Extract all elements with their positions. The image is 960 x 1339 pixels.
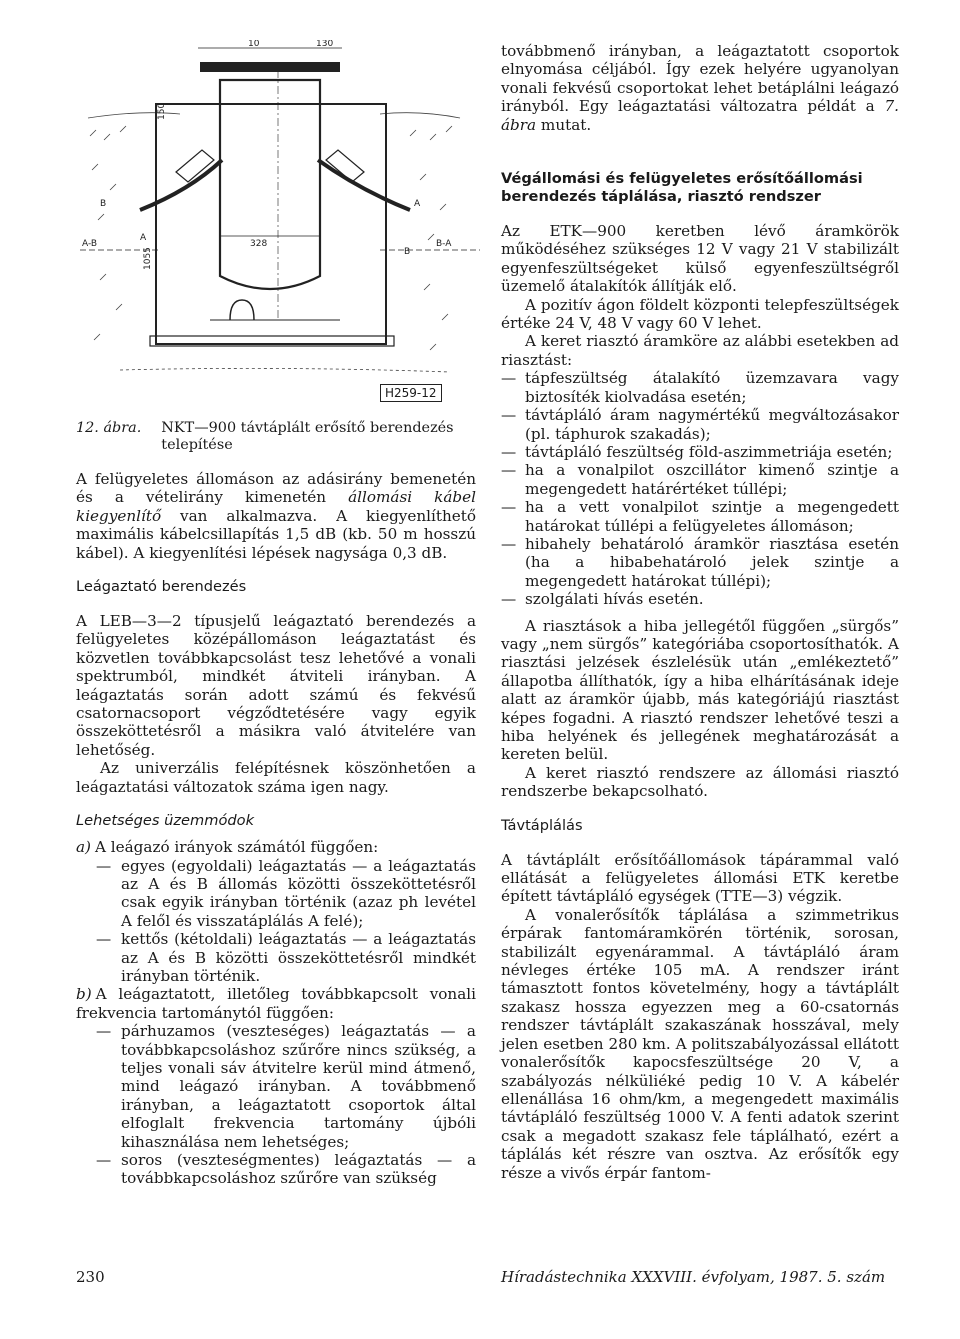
list-item: — távtápláló áram nagymértékű megváltozásakor (pl. táphurok szakadás); [501,406,899,443]
list-item: — tápfeszültség átalakító üzemzavara vagy biztosíték kiolvadása esetén; [501,369,899,406]
figure-label-section-ab: A-B [82,239,98,249]
figure-label-b2: B [404,247,411,257]
figure-caption-text: NKT—900 távtáplált erősítő berendezés telepítése [161,420,454,453]
list-item: — soros (veszteségmentes) leágaztatás — a továbbkapcsoláshoz szűrőre van szükség [76,1151,476,1188]
journal-footer: Híradástechnika XXXVIII. évfolyam, 1987. 5. szám [501,1268,886,1286]
paragraph-etk: Az ETK—900 keretben lévő áramkörök működéséhez szükséges 12 V vagy 21 V stabilizált egyenfeszültségeket külső egyenfeszültségről üzemelő átalakítók állítják elő. [501,222,899,296]
figure-dim-130: 130 [316,40,334,49]
cable-right [318,160,410,210]
figure-dim-150: 150 [157,102,167,120]
mode-b-list [76,1022,476,1188]
mode-b-intro: b) A leágaztatott, illetőleg továbbkapcsolt vonali frekvencia tartománytól függően: [76,985,476,1022]
heading-operating-modes: Lehetséges üzemmódok [76,812,255,830]
paragraph-continuation: továbbmenő irányban, a leágaztatott csoportok elnyomása céljából. Így ezek helyére ugyanolyan vonali fekvésű csoportokat lehet betáplálni leágazó irányból. Egy leágaztatási változatra példát a 7. ábra mutat. [501,42,899,134]
list-item: — távtápláló feszültség föld-aszimmetriája esetén; [501,443,899,461]
list-item: — ha a vonalpilot oszcillátor kimenő szintje a megengedett határértéket túllépi; [501,461,899,498]
heading-remote-power: Távtáplálás [501,816,583,834]
list-item: — szolgálati hívás esetén. [501,590,899,608]
amplifier-tank [220,80,320,289]
figure-code: H259-12 [380,384,442,402]
paragraph-alarm-categories: A riasztások a hiba jellegétől függően „sürgős” vagy „nem sürgős” kategóriába csoportosíthatók. A riasztási jelzések észlelésük után „emlékeztető” állapotba állíthatók, így a hiba elhárításának ideje alatt az áramkör újabb, más kategóriájú riasztást képes fogadni. A riasztó rendszer lehetővé teszi a hiba helyének és jellegének meghatározását a kereten belül. [501,616,899,764]
figure-label-a2: A [140,233,147,243]
paragraph-universal: Az univerzális felépítésnek köszönhetően a leágaztatási változatok száma igen nagy. [76,759,476,796]
list-item: — egyes (egyoldali) leágaztatás — a leágaztatás az A és B állomás közötti összeköttetésről csak egyik irányban történik (azaz ph levétel A felől és visszatáplálás A felé); [76,857,476,931]
list-item: — hibahely behatároló áramkör riasztása esetén (ha a hibabehatároló jelek szintje a megengedett határokat túllépi); [501,535,899,590]
paragraph-remote-power-2: A vonalerősítők táplálása a szimmetrikus érpárak fantomáramkörén történik, sorosan, stabilizált egyenárammal. A távtápláló áram névleges értéke 105 mA. A rendszer iránt támasztott fontos követelmény, hogy a távtáplált szakasz hossza egyezzen meg a 60-csatornás rendszer távtáplált szakaszának hosszával, mely jelen esetben 280 km. A politszabályozással ellátott vonalerősítők kapocsfeszültsége 20 V, a szabályozás nélküliéké pedig 10 V. A kábelér ellenállása 16 ohm/km, a megengedett maximális távtápláló feszültség 1000 V. A fenti adatok szerint csak a megadott szakasz fele táplálható, ezért a táplálás két részre van osztva. Az erősítők egy része a vivős érpár fantom- [501,905,899,1182]
figure-label-b: B [100,199,107,209]
paragraph-alarm-intro: A keret riasztó áramköre az alábbi esetekben ad riasztást: [501,332,899,369]
page-number: 230 [76,1268,105,1286]
right-column [501,0,899,1182]
list-item: — ha a vett vonalpilot szintje a megengedett határokat túllépi a felügyeletes állomáson; [501,498,899,535]
figure-caption-label: 12. ábra. [76,420,142,436]
installation-drawing [80,40,480,410]
figure-label-a: A [414,199,421,209]
figure-dim-328: 328 [250,239,268,249]
figure-label-section-ba: B-A [436,239,452,249]
figure-dim-10: 10 [248,40,260,49]
list-item: — kettős (kétoldali) leágaztatás — a leágaztatás az A és B közötti összeköttetésről mindkét irányban történik. [76,930,476,985]
mode-a-intro: a) A leágazó irányok számától függően: [76,838,379,857]
heading-power-alarm: Végállomási és felügyeletes erősítőállomási berendezés táplálása, riasztó rendszer [501,170,863,206]
manhole-lid [200,62,340,72]
heading-branching-equipment: Leágaztató berendezés [76,578,247,596]
left-column [76,420,476,1188]
paragraph-positive: A pozitív ágon földelt központi telepfeszültségek értéke 24 V, 48 V vagy 60 V lehet. [501,295,899,333]
list-item: — párhuzamos (veszteséges) leágaztatás — a továbbkapcsoláshoz szűrőre nincs szükség, a teljes vonali sáv átvitelre kerül mind átmenő, mind leágazó irányban. A továbbmenő irányban, a leágaztatott csoportok által elfoglalt frekvencia tartomány újbóli kihasználása nem lehetséges; [76,1022,476,1151]
alarm-list [501,369,899,608]
figure-dim-height: 1055 [143,247,153,270]
paragraph-alarm-system: A keret riasztó rendszere az állomási riasztó rendszerbe bekapcsolható. [501,763,899,801]
manhole-wall [156,104,386,344]
paragraph-cable-equalizer: A felügyeletes állomáson az adásirány bemenetén és a vételirány kimenetén állomási kábel kiegyenlítő van alkalmazva. A kiegyenlíthető maximális kábelcsillapítás 1,5 dB (kb. 50 m hosszú kábel). A kiegyenlítési lépések nagysága 0,3 dB. [76,470,476,562]
paragraph-remote-power-1: A távtáplált erősítőállomások tápárammal való ellátását a felügyeletes állomási ETK keretbe épített távtápláló egységek (TTE—3) végzik. [501,850,899,906]
paragraph-leb: A LEB—3—2 típusjelű leágaztató berendezés a felügyeletes középállomáson leágaztatást és közvetlen továbbkapcsolást tesz lehetővé a vonali spektrumból, mindkét átviteli irányban. A leágaztatás során adott számú és fekvésű csatornacsoport végződtetésére vagy egyik összeköttetésről a másikra való átvitelére van lehetőség. [76,612,476,759]
mode-a-list [76,857,476,986]
figure-caption [76,420,476,454]
